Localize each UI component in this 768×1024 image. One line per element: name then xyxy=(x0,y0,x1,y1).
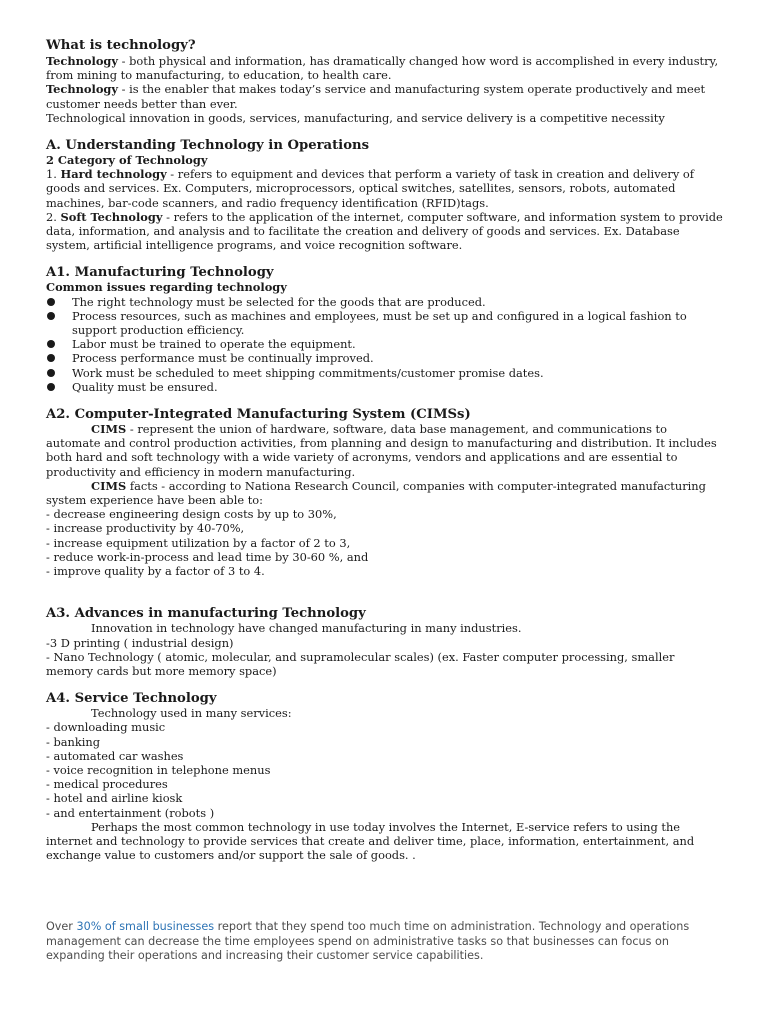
bullet-icon xyxy=(47,354,55,362)
list-item: Quality must be ensured. xyxy=(46,380,724,394)
advance-item: -3 D printing ( industrial design) xyxy=(46,635,234,650)
term: CIMS xyxy=(91,422,127,437)
service-item: - hotel and airline kiosk xyxy=(46,791,183,806)
section-a2-heading: A2. Computer-Integrated Manufacturing System (CIMSs) xyxy=(46,407,471,423)
soft-technology-paragraph: 2. Soft Technology - refers to the application of the internet, computer software, and information system to provide data, information, and analysis and to facilitate the creation and delivery of goods and services. Ex. Database system, artificial intelligence programs, and voice recognition software. xyxy=(46,209,723,253)
list-item: Labor must be trained to operate the equipment. xyxy=(46,337,724,351)
section-a-heading: A. Understanding Technology in Operations xyxy=(46,138,370,154)
page-title: What is technology? xyxy=(46,38,196,53)
term: Hard technology xyxy=(60,167,167,182)
section-a-subheading: 2 Category of Technology xyxy=(46,153,208,168)
cims-facts-paragraph: CIMS facts - according to Nationa Research Council, companies with computer-integrated manufacturing system experience have been able to: xyxy=(46,478,706,508)
bullet-icon xyxy=(47,298,55,306)
hard-technology-paragraph: 1. Hard technology - refers to equipment and devices that perform a variety of task in creation and delivery of goods and services. Ex. Computers, microprocessors, optical switches, satellites, sensors, robots, automated machines, bar-code scanners, and radio frequency identification (RFID)tags. xyxy=(46,167,694,210)
bullet-icon xyxy=(47,340,55,348)
list-item: Work must be scheduled to meet shipping commitments/customer promise dates. xyxy=(46,366,724,380)
advance-item: - Nano Technology ( atomic, molecular, and supramolecular scales) (ex. Faster computer processing, smaller memory cards but more memory space) xyxy=(46,649,675,678)
bullet-icon xyxy=(47,383,55,391)
section-a3-intro: Innovation in technology have changed manufacturing in many industries. xyxy=(91,621,522,636)
service-item: - banking xyxy=(46,734,101,749)
service-item: - and entertainment (robots ) xyxy=(46,805,215,820)
bullet-icon xyxy=(47,369,55,377)
section-a3-heading: A3. Advances in manufacturing Technology xyxy=(46,606,366,622)
section-a1-heading: A1. Manufacturing Technology xyxy=(46,265,274,281)
cims-definition-paragraph: CIMS - represent the union of hardware, software, data base management, and communications to automate and control production activities, from planning and design to manufacturing and distribution. It includes both hard and soft technology with a wide variety of acronyms, vendors and applications and are essential to productivity and efficiency in modern manufacturing. xyxy=(46,422,717,479)
service-item: - automated car washes xyxy=(46,748,184,763)
list-item: The right technology must be selected for the goods that are produced. xyxy=(46,295,724,309)
cims-fact-item: - decrease engineering design costs by up to 30%, xyxy=(46,507,337,522)
term: CIMS xyxy=(91,478,127,493)
cims-fact-item: - increase equipment utilization by a factor of 2 to 3, xyxy=(46,535,351,550)
term: Technology xyxy=(46,54,119,68)
cims-fact-item: - increase productivity by 40-70%, xyxy=(46,521,245,536)
intro-definition-1: Technology - both physical and information, has dramatically changed how word is accomplished in every industry, from mining to manufacturing, to education, to health care. xyxy=(46,54,719,83)
service-item: - voice recognition in telephone menus xyxy=(46,762,271,777)
term: Technology xyxy=(46,82,119,97)
intro-definition-2: Technology - is the enabler that makes today’s service and manufacturing system operate productively and meet customer needs better than ever. xyxy=(46,82,706,111)
term: Soft Technology xyxy=(60,209,163,224)
service-item: - downloading music xyxy=(46,720,166,735)
section-a1-subheading: Common issues regarding technology xyxy=(46,280,287,295)
intro-line-3: Technological innovation in goods, services, manufacturing, and service delivery is a competitive necessity xyxy=(46,110,665,125)
issues-list xyxy=(46,295,724,394)
service-closing-paragraph: Perhaps the most common technology in use today involves the Internet, E-service refers to using the internet and technology to provide services that create and deliver time, place, information, entertainment, and exchange value to customers and/or support the sale of goods. . xyxy=(46,819,695,863)
section-a4-intro: Technology used in many services: xyxy=(91,706,292,721)
list-item: Process resources, such as machines and employees, must be set up and configured in a logical fashion to support production efficiency. xyxy=(46,309,724,337)
cims-fact-item: - improve quality by a factor of 3 to 4. xyxy=(46,564,265,579)
bullet-icon xyxy=(47,312,55,320)
small-businesses-link[interactable]: 30% of small businesses xyxy=(76,920,215,934)
list-item: Process performance must be continually improved. xyxy=(46,351,724,365)
service-item: - medical procedures xyxy=(46,777,168,792)
cims-fact-item: - reduce work-in-process and lead time by 30-60 %, and xyxy=(46,549,369,564)
footer-paragraph: Over 30% of small businesses report that they spend too much time on administration. Technology and operations management can decrease the time employees spend on administrative tasks so that businesses can focus on expanding their operations and increasing their customer service capabilities. xyxy=(46,920,690,963)
section-a4-heading: A4. Service Technology xyxy=(46,691,217,707)
